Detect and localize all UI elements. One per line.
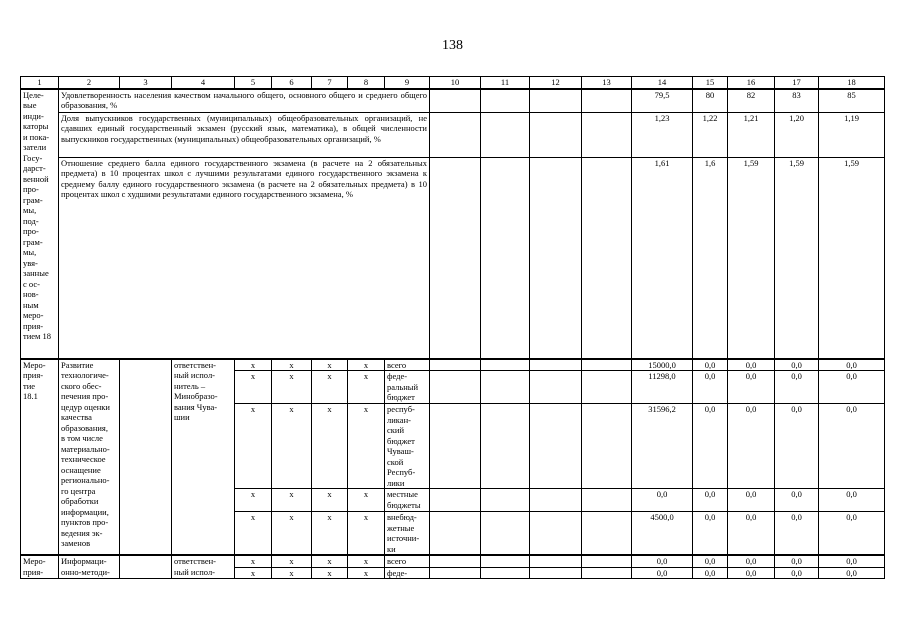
x-mark: x <box>272 404 312 489</box>
funding-value-15: 0,0 <box>693 371 728 404</box>
x-mark: x <box>312 359 348 371</box>
x-mark: x <box>348 567 385 579</box>
funding-value-17: 0,0 <box>775 489 819 512</box>
x-mark: x <box>235 567 272 579</box>
funding-value-14: 0,0 <box>632 555 693 567</box>
funding-value-18: 0,0 <box>819 404 885 489</box>
column-header-18: 18 <box>819 77 885 89</box>
indicator-value-15: 80 <box>693 89 728 113</box>
column-header-7: 7 <box>312 77 348 89</box>
targets-label: Целе- вые инди- каторы и пока- затели Госу- дарст- венной про- грам- мы, под- про- грам- мы, увя- занные с ос- нов- ным меро- прия- тием 18 <box>21 89 59 359</box>
x-mark: x <box>348 371 385 404</box>
column-header-11: 11 <box>481 77 530 89</box>
funding-value-14: 31596,2 <box>632 404 693 489</box>
x-mark: x <box>312 567 348 579</box>
indicator-value-18: 85 <box>819 89 885 113</box>
indicator-text: Удовлетворенность населения качеством начального общего, основного общего и среднего общего образования, % <box>59 89 430 113</box>
indicator-value-17: 83 <box>775 89 819 113</box>
funding-value-18: 0,0 <box>819 512 885 556</box>
table-row <box>21 359 885 371</box>
indicator-value-14: 79,5 <box>632 89 693 113</box>
funding-value-17: 0,0 <box>775 567 819 579</box>
funding-value-18: 0,0 <box>819 555 885 567</box>
column-header-6: 6 <box>272 77 312 89</box>
funding-value-15: 0,0 <box>693 567 728 579</box>
x-mark: x <box>312 371 348 404</box>
funding-value-17: 0,0 <box>775 512 819 556</box>
column-header-12: 12 <box>530 77 582 89</box>
x-mark: x <box>272 567 312 579</box>
x-mark: x <box>312 489 348 512</box>
x-mark: x <box>235 555 272 567</box>
indicator-value-16: 82 <box>728 89 775 113</box>
x-mark: x <box>348 359 385 371</box>
column-header-8: 8 <box>348 77 385 89</box>
funding-value-18: 0,0 <box>819 359 885 371</box>
funding-value-15: 0,0 <box>693 489 728 512</box>
funding-value-18: 0,0 <box>819 567 885 579</box>
x-mark: x <box>312 404 348 489</box>
funding-value-16: 0,0 <box>728 371 775 404</box>
indicator-value-16: 1,21 <box>728 112 775 157</box>
column-header-17: 17 <box>775 77 819 89</box>
funding-value-14: 0,0 <box>632 567 693 579</box>
indicator-value-14: 1,61 <box>632 157 693 359</box>
table-row <box>21 77 885 89</box>
indicator-value-14: 1,23 <box>632 112 693 157</box>
column-header-16: 16 <box>728 77 775 89</box>
measure-label: Меро- прия- <box>21 555 59 579</box>
x-mark: x <box>312 555 348 567</box>
funding-value-15: 0,0 <box>693 359 728 371</box>
funding-value-14: 0,0 <box>632 489 693 512</box>
column-header-9: 9 <box>385 77 430 89</box>
funding-source: респуб- ликан- ский бюджет Чуваш- ской Респуб- лики <box>385 404 430 489</box>
funding-source: феде- <box>385 567 430 579</box>
x-mark: x <box>272 555 312 567</box>
x-mark: x <box>235 489 272 512</box>
x-mark: x <box>348 404 385 489</box>
funding-value-17: 0,0 <box>775 371 819 404</box>
funding-value-15: 0,0 <box>693 512 728 556</box>
funding-value-17: 0,0 <box>775 555 819 567</box>
funding-value-18: 0,0 <box>819 489 885 512</box>
x-mark: x <box>235 371 272 404</box>
funding-value-16: 0,0 <box>728 555 775 567</box>
measure-responsible: ответствен- ный испол- нитель – Минобразо- вания Чува- шии <box>172 359 235 556</box>
x-mark: x <box>235 359 272 371</box>
indicator-value-18: 1,19 <box>819 112 885 157</box>
program-table <box>20 76 885 579</box>
x-mark: x <box>272 512 312 556</box>
funding-value-16: 0,0 <box>728 567 775 579</box>
indicator-value-15: 1,6 <box>693 157 728 359</box>
column-header-15: 15 <box>693 77 728 89</box>
funding-value-14: 15000,0 <box>632 359 693 371</box>
indicator-value-16: 1,59 <box>728 157 775 359</box>
x-mark: x <box>235 512 272 556</box>
funding-value-18: 0,0 <box>819 371 885 404</box>
column-header-14: 14 <box>632 77 693 89</box>
funding-source: внебюд- жетные источни- ки <box>385 512 430 556</box>
funding-value-14: 11298,0 <box>632 371 693 404</box>
indicator-text: Отношение среднего балла единого государственного экзамена (в расчете на 2 обязательных предмета) в 10 процентах школ с лучшими результатами единого государственного экзамена к среднему баллу единого государственного экзамена (в расчете на 2 обязательных предмета) в 10 процентах школ с худшими результатами единого государственного экзамена, % <box>59 157 430 359</box>
x-mark: x <box>348 555 385 567</box>
indicator-text: Доля выпускников государственных (муниципальных) общеобразовательных организаций, не сдавших единый государственный экзамен (русский язык, математика), в общей численности выпускников государственных (муниципальных) общеобразовательных организаций, % <box>59 112 430 157</box>
funding-value-16: 0,0 <box>728 359 775 371</box>
column-header-2: 2 <box>59 77 120 89</box>
column-header-10: 10 <box>430 77 481 89</box>
funding-value-16: 0,0 <box>728 489 775 512</box>
x-mark: x <box>272 359 312 371</box>
measure-responsible: ответствен- ный испол- <box>172 555 235 579</box>
indicator-value-18: 1,59 <box>819 157 885 359</box>
funding-value-16: 0,0 <box>728 512 775 556</box>
funding-value-14: 4500,0 <box>632 512 693 556</box>
funding-value-16: 0,0 <box>728 404 775 489</box>
funding-source: всего <box>385 555 430 567</box>
x-mark: x <box>235 404 272 489</box>
funding-source: всего <box>385 359 430 371</box>
x-mark: x <box>312 512 348 556</box>
indicator-value-17: 1,20 <box>775 112 819 157</box>
column-header-1: 1 <box>21 77 59 89</box>
funding-value-15: 0,0 <box>693 555 728 567</box>
table-row <box>21 157 885 359</box>
column-header-5: 5 <box>235 77 272 89</box>
measure-name: Развитие технологиче- ского обес- печения про- цедур оценки качества образования, в том числе материально- техническое оснащение регионально- го центра обработки информации, пунктов про- ведения эк- заменов <box>59 359 120 556</box>
x-mark: x <box>348 489 385 512</box>
indicator-value-15: 1,22 <box>693 112 728 157</box>
funding-source: местные бюджеты <box>385 489 430 512</box>
column-header-4: 4 <box>172 77 235 89</box>
table-row <box>21 89 885 113</box>
indicator-value-17: 1,59 <box>775 157 819 359</box>
table-row <box>21 112 885 157</box>
funding-value-17: 0,0 <box>775 359 819 371</box>
x-mark: x <box>272 489 312 512</box>
funding-source: феде- ральный бюджет <box>385 371 430 404</box>
x-mark: x <box>348 512 385 556</box>
column-header-3: 3 <box>120 77 172 89</box>
column-header-13: 13 <box>582 77 632 89</box>
funding-value-17: 0,0 <box>775 404 819 489</box>
measure-label: Меро- прия- тие 18.1 <box>21 359 59 556</box>
x-mark: x <box>272 371 312 404</box>
page-number: 138 <box>442 38 463 53</box>
measure-name: Информаци- онно-методи- <box>59 555 120 579</box>
funding-value-15: 0,0 <box>693 404 728 489</box>
table-row <box>21 555 885 567</box>
